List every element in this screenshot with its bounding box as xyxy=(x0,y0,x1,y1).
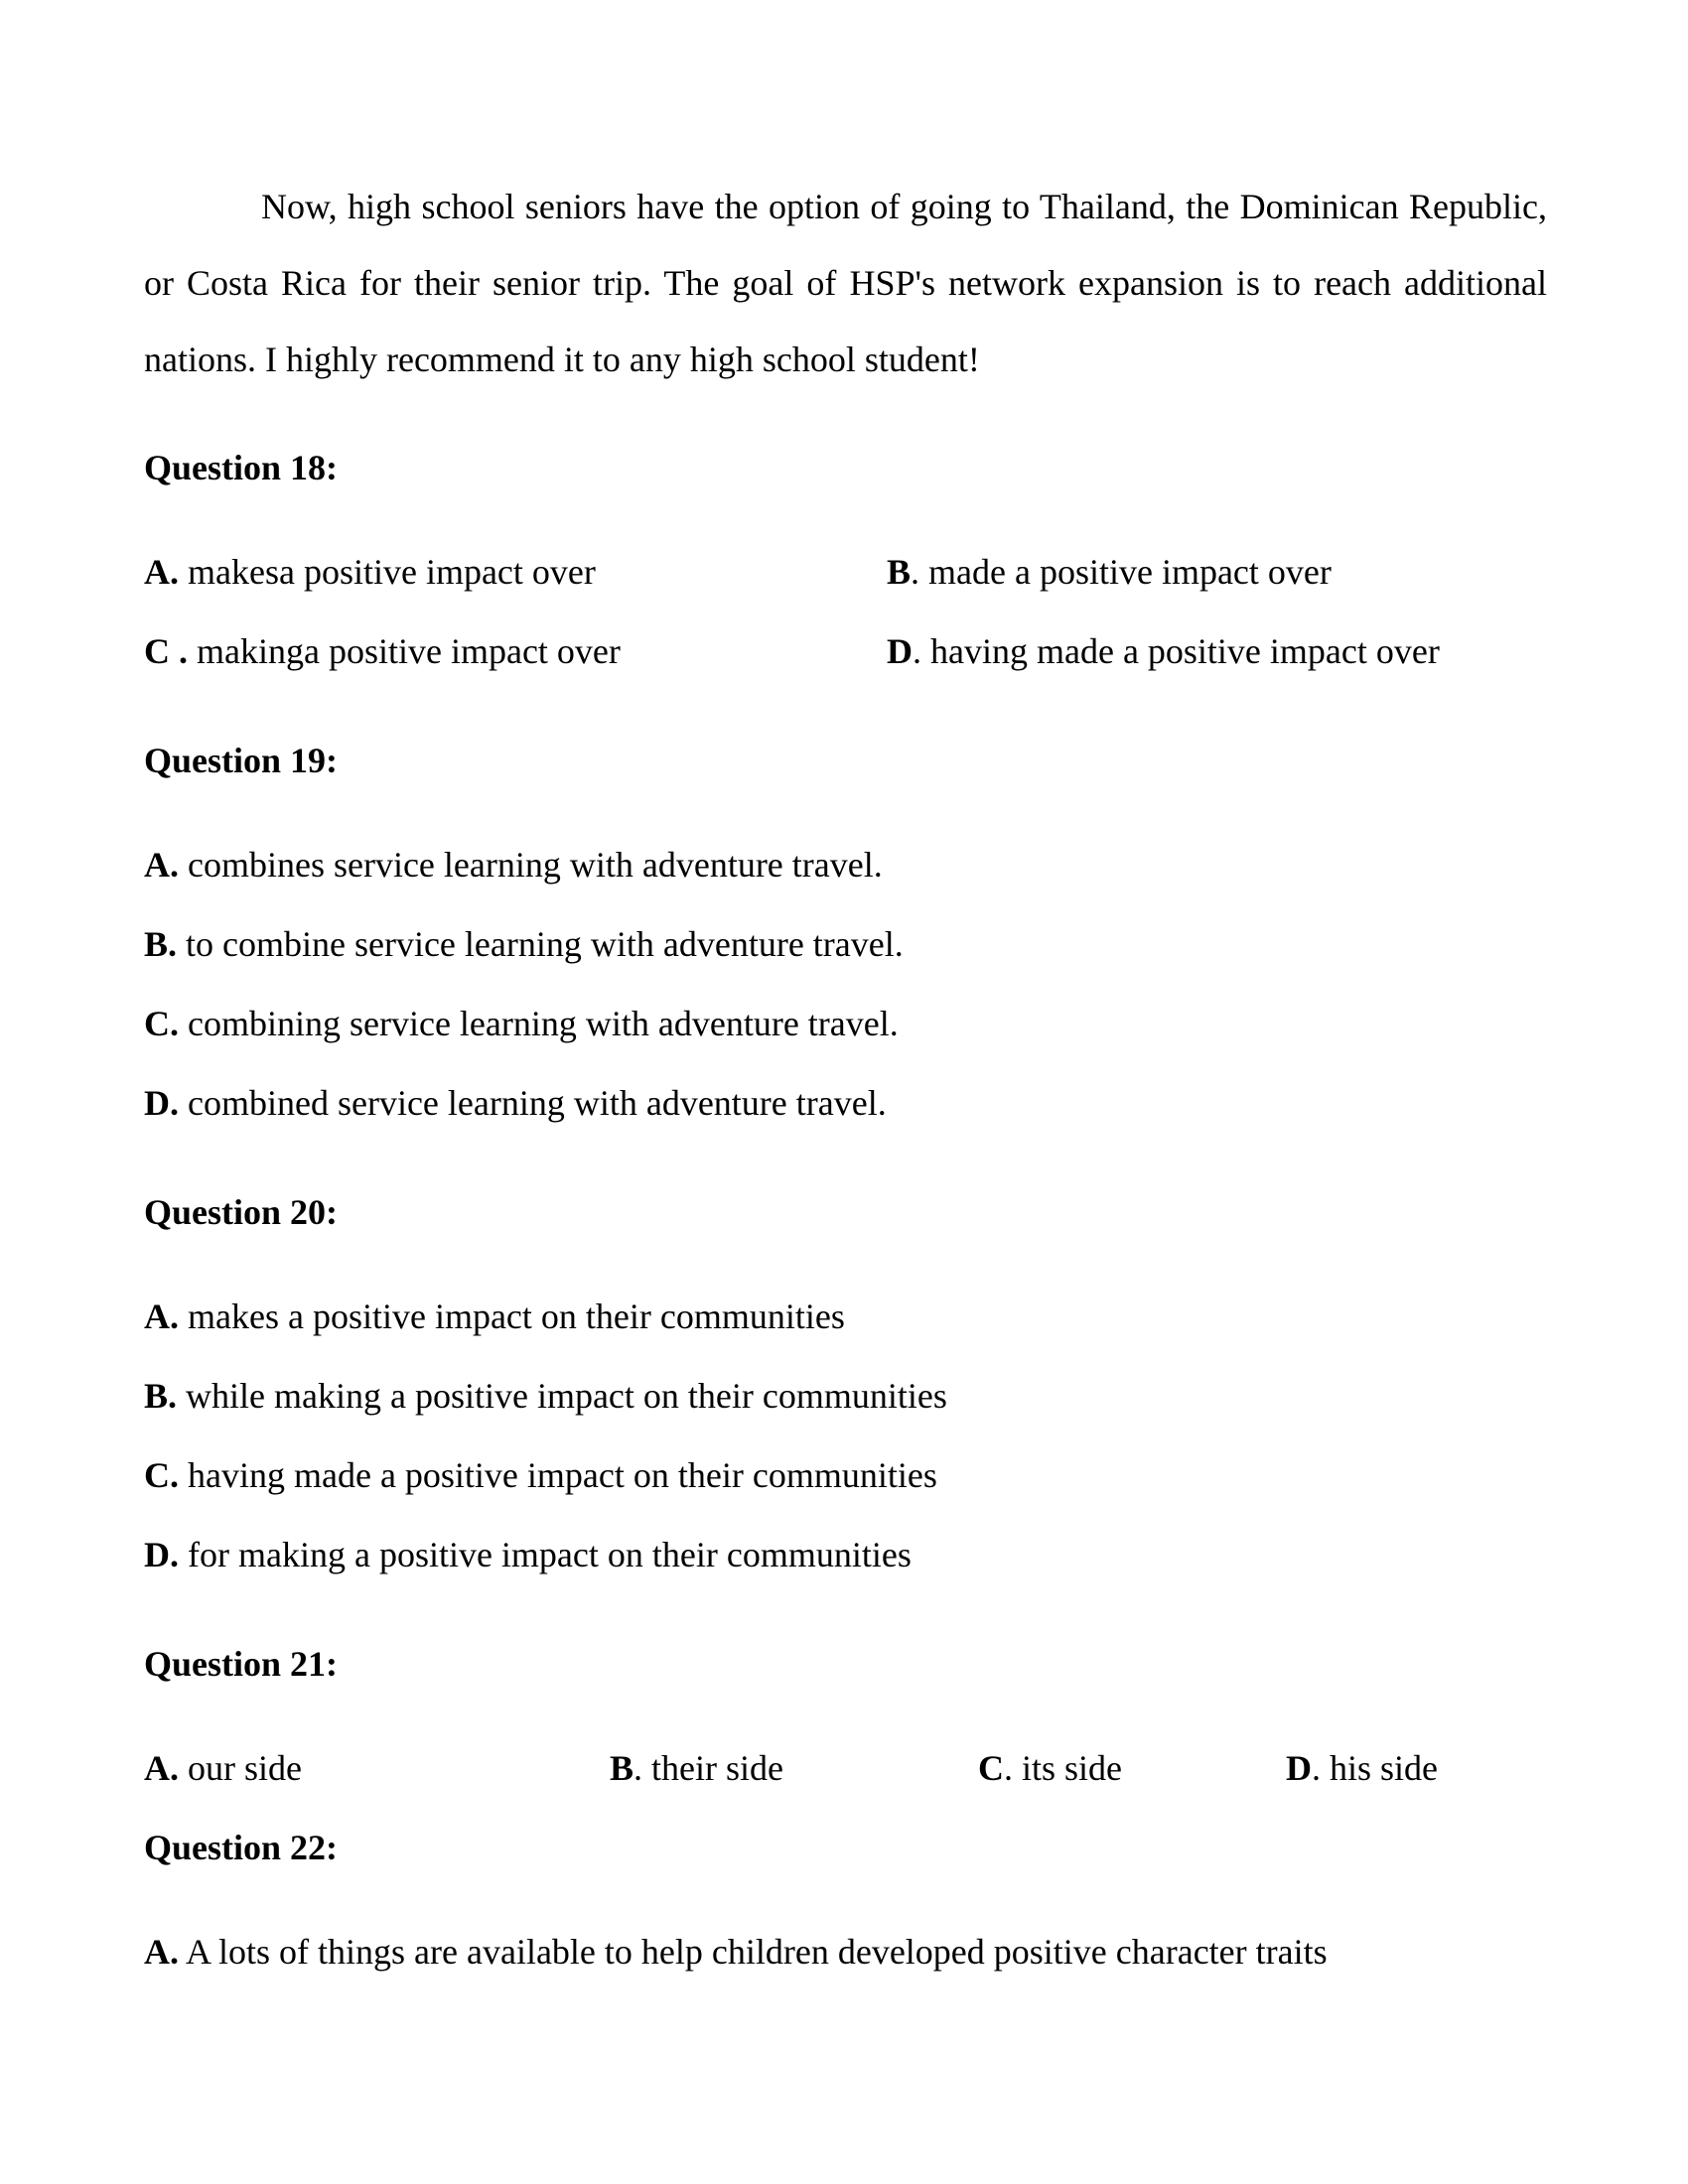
option-label: A. xyxy=(144,552,179,592)
option-label: D xyxy=(1286,1748,1312,1788)
option-text: makinga positive impact over xyxy=(188,631,621,671)
option-text: combines service learning with adventure travel. xyxy=(179,845,883,885)
option-text: . their side xyxy=(633,1748,783,1788)
option-text: makes a positive impact on their communities xyxy=(179,1297,845,1336)
option-text: our side xyxy=(179,1748,302,1788)
question-21-option-d xyxy=(1286,1728,1547,1808)
option-label: A. xyxy=(144,1932,179,1972)
question-20-option-a xyxy=(144,1277,1547,1356)
option-label: C . xyxy=(144,631,188,671)
question-19-option-b xyxy=(144,904,1547,984)
option-text: . its side xyxy=(1004,1748,1123,1788)
question-19-option-c xyxy=(144,984,1547,1063)
question-21-heading: Question 21: xyxy=(144,1644,339,1684)
option-label: C xyxy=(978,1748,1004,1788)
option-text: . his side xyxy=(1312,1748,1439,1788)
option-label: B xyxy=(887,552,912,592)
option-label: B. xyxy=(144,1376,178,1416)
question-18-option-b xyxy=(887,532,1547,612)
option-text: for making a positive impact on their communities xyxy=(179,1535,912,1574)
option-text: having made a positive impact on their communities xyxy=(179,1455,937,1495)
option-label: D. xyxy=(144,1535,179,1574)
option-label: B. xyxy=(144,924,178,964)
option-text: . having made a positive impact over xyxy=(913,631,1440,671)
option-text: . made a positive impact over xyxy=(911,552,1332,592)
question-20-option-d xyxy=(144,1515,1547,1594)
option-label: B xyxy=(610,1748,634,1788)
option-text: A lots of things are available to help children developed positive character traits xyxy=(179,1932,1328,1972)
question-18-option-d xyxy=(887,612,1547,691)
question-18-options xyxy=(144,532,1547,691)
question-21-option-c xyxy=(978,1728,1286,1808)
question-19-option-a xyxy=(144,825,1547,904)
question-20-options xyxy=(144,1277,1547,1594)
option-text: combining service learning with adventure travel. xyxy=(179,1004,899,1043)
question-19-heading: Question 19: xyxy=(144,741,339,780)
option-label: C. xyxy=(144,1455,179,1495)
question-18-option-a xyxy=(144,532,887,612)
question-20-option-b xyxy=(144,1356,1547,1435)
question-19-options xyxy=(144,825,1547,1143)
intro-paragraph: Now, high school seniors have the option of going to Thailand, the Dominican Republic, or Costa Rica for their senior trip. The goal of HSP's network expansion is to reach additional nations. I highly recommend it to any high school student! xyxy=(144,187,1547,379)
question-18-heading: Question 18: xyxy=(144,448,339,487)
option-text: makesa positive impact over xyxy=(179,552,596,592)
question-21-options xyxy=(144,1728,1547,1808)
question-20-heading: Question 20: xyxy=(144,1192,339,1232)
question-19-option-d xyxy=(144,1063,1547,1143)
question-22-options xyxy=(144,1912,1547,1991)
question-18-option-c xyxy=(144,612,887,691)
option-text: to combine service learning with adventure travel. xyxy=(177,924,904,964)
option-label: A. xyxy=(144,1297,179,1336)
question-22-heading: Question 22: xyxy=(144,1828,339,1867)
option-text: combined service learning with adventure travel. xyxy=(179,1083,887,1123)
option-label: A. xyxy=(144,845,179,885)
question-22-option-a xyxy=(144,1912,1547,1991)
option-text: while making a positive impact on their communities xyxy=(177,1376,947,1416)
option-label: A. xyxy=(144,1748,179,1788)
question-20-option-c xyxy=(144,1435,1547,1515)
option-label: D xyxy=(887,631,913,671)
option-label: D. xyxy=(144,1083,179,1123)
option-label: C. xyxy=(144,1004,179,1043)
question-21-option-a xyxy=(144,1728,610,1808)
question-21-option-b xyxy=(610,1728,978,1808)
